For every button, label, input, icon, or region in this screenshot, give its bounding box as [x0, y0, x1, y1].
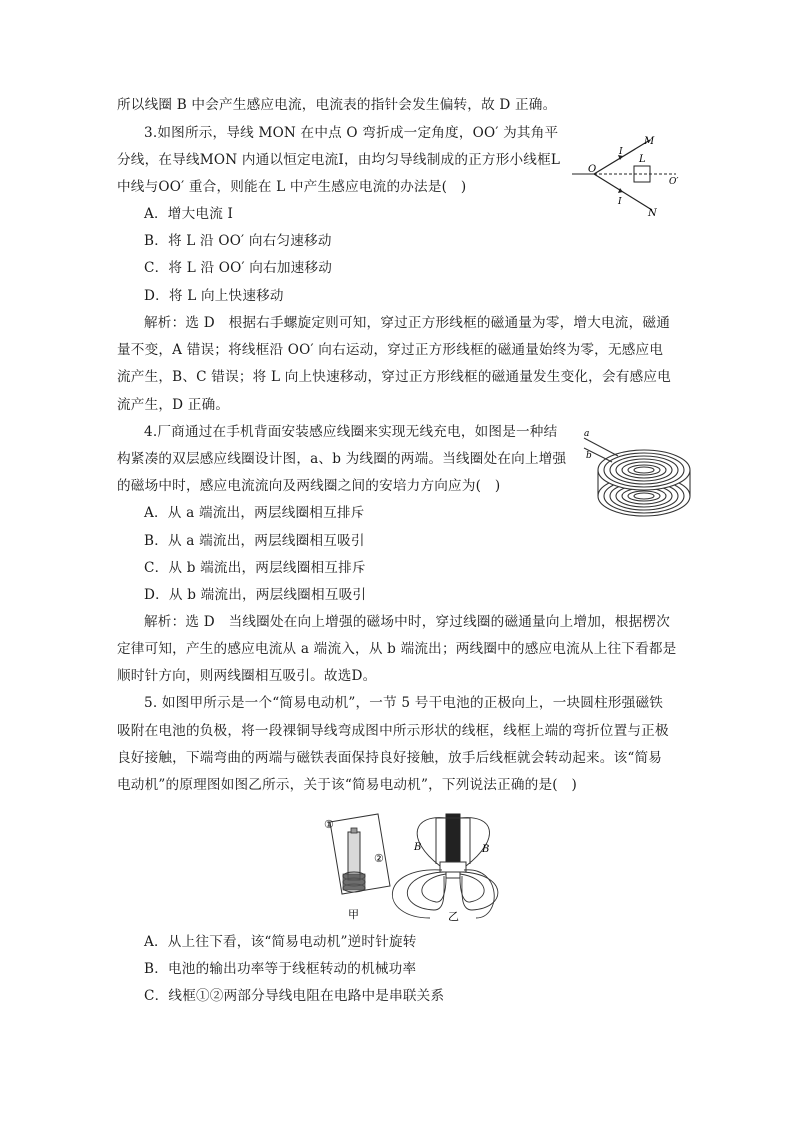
label-B-right: B — [482, 844, 490, 855]
label-M: M — [644, 136, 655, 147]
figure-5-yi — [392, 814, 497, 923]
label-N: N — [648, 208, 657, 219]
analysis-4-line-3: 顺时针方向，则两线圈相互吸引。故选D。 — [117, 668, 377, 684]
question-3-stem: 3.如图所示，导线 MON 在中点 O 弯折成一定角度，OO′ 为其角平 — [144, 125, 559, 141]
figure-3-wire-diagram — [572, 128, 692, 220]
label-yi: 乙 — [448, 910, 459, 923]
option-5c: C．线框①②两部分导线电阻在电路中是串联关系 — [144, 988, 445, 1004]
figure-5-jia — [324, 814, 390, 921]
analysis-4-line-2: 定律可知，产生的感应电流从 a 端流入，从 b 端流出；两线圈中的感应电流从上往下看都是 — [117, 641, 677, 657]
option-4a: A．从 a 端流出，两层线圈相互排斥 — [144, 505, 365, 521]
label-circle-2: ② — [374, 852, 384, 865]
question-4-stem: 4.厂商通过在手机背面安装感应线圈来实现无线充电，如图是一种结 — [144, 424, 558, 440]
text-line-1: 所以线圈 B 中会产生感应电流，电流表的指针会发生偏转，故 D 正确。 — [117, 97, 557, 113]
option-5b: B．电池的输出功率等于线框转动的机械功率 — [144, 961, 417, 977]
option-3b: B．将 L 沿 OO′ 向右匀速移动 — [144, 233, 332, 249]
label-O-prime: O′ — [669, 177, 679, 187]
text-line-25: 良好接触，下端弯曲的两端与磁铁表面保持良好接触，放手后线框就会转动起来。该“简易 — [117, 750, 663, 766]
figure-4-double-coil — [582, 428, 702, 524]
analysis-3-line-2: 量不变，A 错误；将线框沿 OO′ 向右运动，穿过正方形线框的磁通量始终为零，无感应电 — [117, 342, 664, 358]
option-5a: A．从上往下看，该“简易电动机”逆时针旋转 — [144, 934, 417, 950]
label-a: a — [584, 429, 590, 439]
label-L: L — [639, 154, 646, 165]
text-line-14: 构紧凑的双层感应线圈设计图，a、b 为线圈的两端。当线圈处在向上增强 — [117, 451, 567, 467]
analysis-4-line-1: 解析：选 D 当线圈处在向上增强的磁场中时，穿过线圈的磁通量向上增加，根据楞次 — [144, 614, 670, 630]
analysis-3-line-3: 流产生，B、C 错误；将 L 向上快速移动，穿过正方形线框的磁通量发生变化，会有感应电 — [117, 369, 671, 385]
text-line-4: 中线与OO′ 重合，则能在 L 中产生感应电流的办法是( ) — [117, 179, 467, 195]
analysis-3-line-1: 解析：选 D 根据右手螺旋定则可知，穿过正方形线框的磁通量为零，增大电流，磁通 — [144, 315, 670, 331]
figure-5-simple-motor — [318, 808, 502, 924]
text-line-24: 吸附在电池的负极，将一段裸铜导线弯成图中所示形状的线框，线框上端的弯折位置与正极 — [117, 723, 669, 739]
text-line-3: 分线，在导线MON 内通以恒定电流I，由均匀导线制成的正方形小线框L — [117, 152, 561, 168]
label-current-I-bottom: I — [618, 197, 622, 207]
question-5-stem: 5. 如图甲所示是一个“简易电动机”，一节 5 号干电池的正极向上，一块圆柱形强磁铁 — [144, 695, 664, 711]
option-3c: C．将 L 沿 OO′ 向右加速移动 — [144, 260, 333, 276]
option-4d: D．从 b 端流出，两层线圈相互吸引 — [144, 587, 367, 603]
label-current-I-top: I — [619, 147, 623, 157]
label-O: O — [588, 164, 597, 175]
option-4b: B．从 a 端流出，两层线圈相互吸引 — [144, 533, 365, 549]
label-b: b — [586, 451, 592, 461]
label-B-left: B — [414, 842, 422, 853]
option-4c: C．从 b 端流出，两层线圈相互排斥 — [144, 560, 366, 576]
analysis-3-line-4: 流产生，D 正确。 — [117, 397, 230, 413]
label-jia: 甲 — [348, 908, 359, 921]
label-circle-1: ① — [324, 818, 334, 831]
option-3a: A．增大电流 I — [144, 206, 234, 222]
option-3d: D．将 L 向上快速移动 — [144, 288, 284, 304]
text-line-26: 电动机”的原理图如图乙所示，关于该“简易电动机”，下列说法正确的是( ) — [117, 777, 578, 793]
text-line-15: 的磁场中时，感应电流流向及两线圈之间的安培力方向应为( ) — [117, 478, 501, 494]
